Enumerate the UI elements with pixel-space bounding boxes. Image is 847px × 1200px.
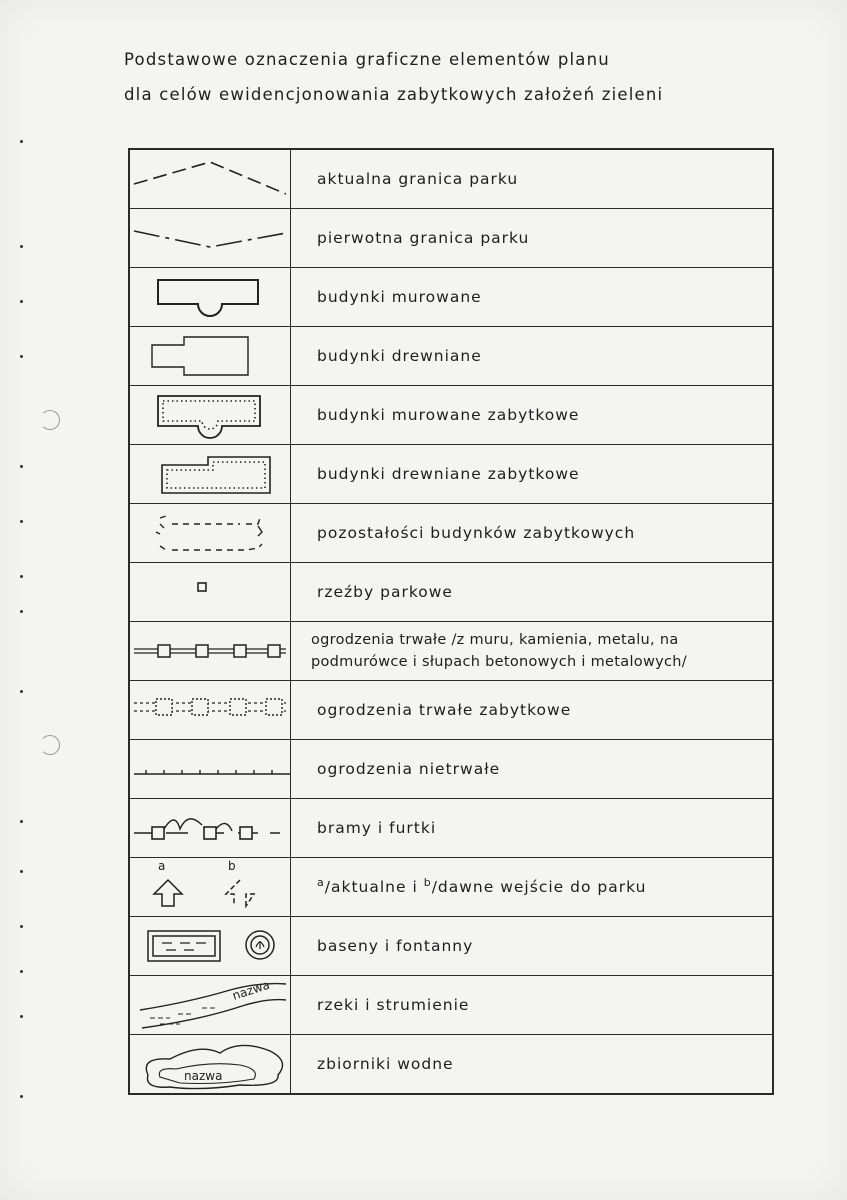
legend-row [129,681,773,740]
margin-mark [20,690,23,693]
pools-fountains-symbol [129,917,291,976]
legend-table [128,148,774,1095]
margin-mark [20,575,23,578]
temporary-fence-symbol [129,740,291,799]
legend-row [129,740,773,799]
permanent-fence-symbol [129,622,291,681]
document-title-line-1: Podstawowe oznaczenia graficzne elementów planu [124,50,610,69]
arrow-b-letter: b [228,859,236,873]
margin-mark [20,925,23,928]
entrance-b-mark: b [423,876,432,890]
margin-mark [20,1095,23,1098]
legend-label: rzeźby parkowe [291,563,774,622]
legend-row [129,1035,773,1095]
legend-row [129,445,773,504]
legend-row [129,563,773,622]
rivers-streams-symbol [129,976,291,1035]
legend-label: budynki drewniane zabytkowe [291,445,774,504]
margin-mark [20,610,23,613]
entrance-b-label: dawne wejście do parku [437,878,647,897]
legend-row [129,149,773,209]
historic-permanent-fence-symbol [129,681,291,740]
legend-label: pierwotna granica parku [291,209,774,268]
legend-label: ogrodzenia trwałe /z muru, kamienia, metalu, na podmurówce i słupach betonowych i metalowych/ [291,622,774,681]
legend-row [129,917,773,976]
park-entrances-symbol [129,858,291,917]
margin-mark [20,520,23,523]
margin-mark [20,870,23,873]
building-remains-symbol [129,504,291,563]
legend-row [129,799,773,858]
legend-label: ogrodzenia trwałe zabytkowe [291,681,774,740]
reservoir-name-label: nazwa [184,1069,223,1083]
legend-row [129,268,773,327]
wooden-building-symbol [129,327,291,386]
margin-mark [20,1015,23,1018]
margin-mark [20,970,23,973]
legend-row [129,327,773,386]
legend-row [129,858,773,917]
entrance-a-label: aktualne i [330,878,418,897]
arrow-a-letter: a [158,859,166,873]
punch-hole [40,735,60,755]
legend-row [129,504,773,563]
margin-mark [20,465,23,468]
margin-mark [20,300,23,303]
legend-row [129,386,773,445]
margin-mark [20,355,23,358]
legend-label-text: bramy i furtki [317,818,437,837]
legend-label: budynki murowane zabytkowe [291,386,774,445]
park-sculpture-symbol [129,563,291,622]
gates-symbol [129,799,291,858]
legend-label [291,799,774,858]
water-reservoirs-symbol [129,1035,291,1095]
entrance-a-mark: a [317,876,325,890]
legend-row [129,622,773,681]
legend-label: pozostałości budynków zabytkowych [291,504,774,563]
legend-label: baseny i fontanny [291,917,774,976]
margin-mark [20,820,23,823]
legend-label: budynki murowane [291,268,774,327]
legend-row [129,209,773,268]
document-title-line-2: dla celów ewidencjonowania zabytkowych założeń zieleni [124,85,664,104]
river-name-label: nazwa [230,977,272,1003]
legend-label: rzeki i strumienie [291,976,774,1035]
margin-mark [20,245,23,248]
current-boundary-symbol [129,149,291,209]
original-boundary-symbol [129,209,291,268]
masonry-building-symbol [129,268,291,327]
legend-label: aktualna granica parku [291,149,774,209]
legend-label: zbiorniki wodne [291,1035,774,1095]
margin-mark [20,140,23,143]
historic-masonry-building-symbol [129,386,291,445]
legend-label: budynki drewniane [291,327,774,386]
legend-row [129,976,773,1035]
legend-label: ogrodzenia nietrwałe [291,740,774,799]
punch-hole [40,410,60,430]
legend-label: $^a$/aktualne i $^b$/dawne wejście do parku [291,858,774,917]
historic-wooden-building-symbol [129,445,291,504]
